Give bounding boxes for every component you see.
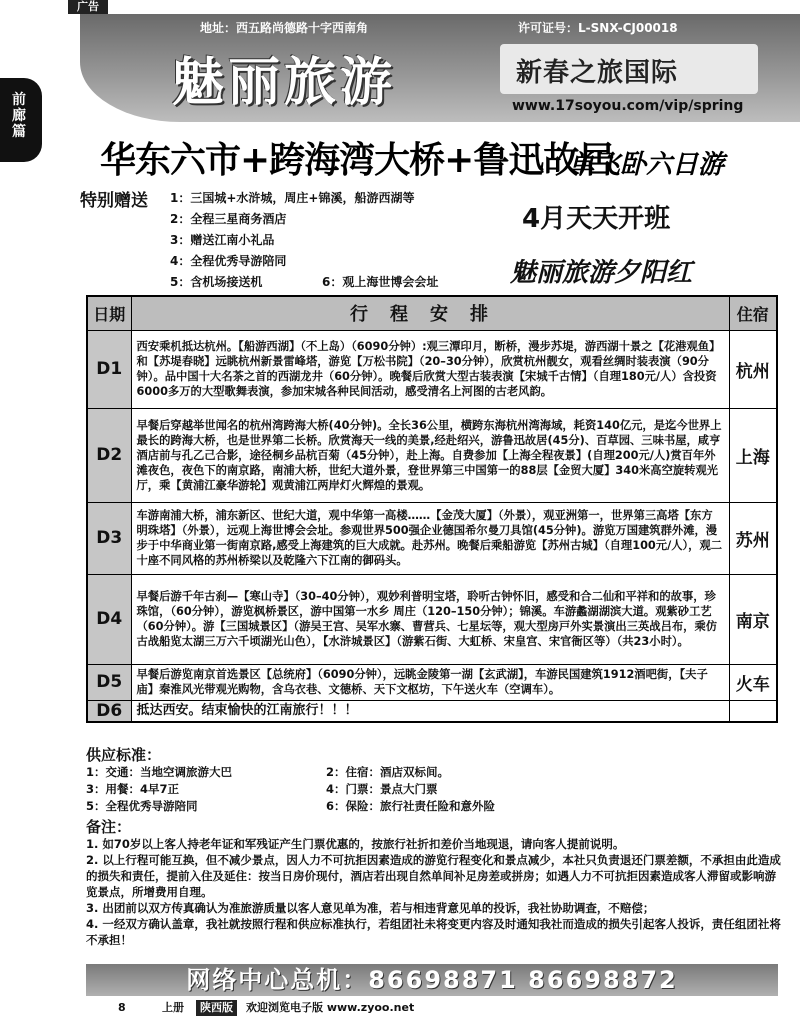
tour-title: 华东六市+跨海湾大桥+鲁迅故居 — [100, 139, 614, 181]
note-item: 3. 出团前以双方传真确认为准旅游质量以客人意见单为准，若与相违背意见单的投诉，我社协助调查，不赔偿； — [86, 901, 655, 915]
header-stay: 住宿 — [729, 296, 777, 330]
stay-city: 火车 — [729, 664, 777, 700]
header-banner — [80, 14, 800, 122]
section-tab-char: 廊 — [12, 108, 26, 124]
note-item: 4. 一经双方确认盖章，我社就按照行程和供应标准执行，若组团社未将变更内容及时通知我社而造成的损失引起客人投诉，责任组团社将不承担！ — [86, 917, 781, 947]
stay-city — [729, 700, 777, 722]
gift-item: 4：全程优秀导游陪同 — [170, 254, 287, 268]
license-number: 许可证号：L-SNX-CJ00018 — [518, 21, 678, 35]
stay-city: 南京 — [729, 574, 777, 664]
day-description: 车游南浦大桥，浦东新区、世纪大道，观中华第一高楼……【金茂大厦】（外景），观亚洲第一，世界第三高塔【东方明珠塔】（外景），远观上海世博会会址。参观世界500强企业德国希尔曼刀具馆(45分钟)。游览万国建筑群外滩，漫步于中华商业第一街南京路,感受上海建筑的巨大成就。赴苏州。晚餐后乘船游览【苏州古城】（自理100元/人），观二十座不同风格的苏州桥梁以及乾隆六下江南的御码头。 — [131, 502, 729, 574]
day-description: 抵达西安。结束愉快的江南旅行！！！ — [131, 700, 729, 722]
gift-item: 5：含机场接送机 — [170, 275, 263, 289]
notes-title: 备注： — [86, 818, 132, 836]
supply-item: 3：用餐：4早7正 — [86, 782, 180, 796]
gift-item: 6：观上海世博会会址 — [322, 275, 439, 289]
address: 地址：西五路尚德路十字西南角 — [200, 21, 369, 35]
day-label: D4 — [87, 574, 131, 664]
section-tab-char: 篇 — [12, 124, 26, 140]
day-description: 早餐后游览南京首选景区【总统府】（6090分钟），远眺金陵第一湖【玄武湖】，车游民国建筑1912酒吧街，【夫子庙】秦淮风光带观光购物，含乌衣巷、文德桥、天下文枢坊，下午送火车（空调车）。 — [131, 664, 729, 700]
daily-departure: 4月天天开班 — [522, 204, 671, 234]
supply-standard-title: 供应标准： — [86, 746, 162, 764]
volume-label: 上册 — [162, 1001, 184, 1014]
day-label: D6 — [87, 700, 131, 722]
gift-item: 1：三国城+水浒城，周庄+锦溪，船游西湖等 — [170, 191, 415, 205]
brand-title: 魅丽旅游 — [172, 52, 397, 113]
gift-item: 3：赠送江南小礼品 — [170, 233, 275, 247]
header-plan: 行程安排 — [131, 296, 729, 330]
welcome-link[interactable]: 欢迎浏览电子版 www.zyoo.net — [246, 1001, 415, 1014]
table-row — [87, 330, 777, 408]
gift-item: 2：全程三星商务酒店 — [170, 212, 287, 226]
day-label: D5 — [87, 664, 131, 700]
supply-item: 1：交通：当地空调旅游大巴 — [86, 765, 233, 779]
table-row — [87, 664, 777, 700]
tour-subtitle: 单飞卧六日游 — [568, 150, 725, 180]
region-tag: 陕西版 — [196, 1000, 237, 1016]
day-description: 西安乘机抵达杭州。【船游西湖】（不上岛）（6090分钟）:观三潭印月，断桥，漫步苏堤，游西湖十景之【花港观鱼】和【苏堤春晓】远眺杭州新景雷峰塔，游览【万松书院】（20–30分钟），欣赏杭州靓女，观看丝绸时装表演（90分钟）。品中国十大名茶之首的西湖龙井（60分钟）。晚餐后欣赏大型古装表演【宋城千古情】（自理180元/人）含投资6000多万的大型歌舞表演，参加宋城各种民间活动，感受清名上河图的古老风韵。 — [131, 330, 729, 408]
sunset-tour-brand: 魅丽旅游夕阳红 — [510, 258, 693, 288]
slogan: 新春之旅国际 — [516, 58, 679, 88]
supply-item: 2：住宿：酒店双标间。 — [326, 765, 450, 779]
stay-city: 苏州 — [729, 502, 777, 574]
gifts-label: 特别赠送 — [80, 191, 148, 211]
table-row — [87, 408, 777, 502]
section-tab — [0, 78, 42, 162]
section-tab-char: 前 — [12, 92, 26, 108]
table-row — [87, 700, 777, 722]
page-number: 8 — [118, 1001, 126, 1014]
day-label: D3 — [87, 502, 131, 574]
day-label: D1 — [87, 330, 131, 408]
itinerary-table — [86, 295, 778, 723]
supply-item: 6：保险：旅行社责任险和意外险 — [326, 799, 495, 813]
day-label: D2 — [87, 408, 131, 502]
stay-city: 杭州 — [729, 330, 777, 408]
website-link[interactable]: www.17soyou.com/vip/spring — [512, 98, 744, 114]
table-row — [87, 574, 777, 664]
ad-tag: 广告 — [68, 0, 108, 14]
note-item: 1. 如70岁以上客人持老年证和军残证产生门票优惠的，按旅行社折扣差价当地现退，请向客人提前说明。 — [86, 837, 625, 851]
day-description: 早餐后穿越举世闻名的杭州湾跨海大桥(40分钟)。全长36公里，横跨东海杭州湾海域，耗资140亿元，是迄今世界上最长的跨海大桥，也是世界第二长桥。欣赏海天一线的美景,经赴绍兴，游鲁迅故居(45分)、百草园、三味书屋，咸亨酒店前与孔乙己合影，途径桐乡品杭百菊（45分钟），赴上海。自费参加【上海全程夜景】(自理200元/人)赏百年外滩夜色，夜色下的南京路，南浦大桥，世纪大道外景，登世界第三中国第一的88层【金贸大厦】340米高空旋转观光厅，乘【黄浦江豪华游轮】观黄浦江两岸灯火辉煌的景观。 — [131, 408, 729, 502]
table-row — [87, 502, 777, 574]
supply-item: 5：全程优秀导游陪同 — [86, 799, 198, 813]
header-date: 日期 — [87, 296, 131, 330]
itinerary-header-row — [87, 296, 777, 330]
day-description: 早餐后游千年古刹—【寒山寺】（30–40分钟），观妙利普明宝塔，聆听古钟怀旧，感受和合二仙和平祥和的故事，珍珠馆，（60分钟），游览枫桥景区，游中国第一水乡 周庄（120–150分钟）；锦溪。车游蠡湖湖滨大道。观紫砂工艺（60分钟）。游【三国城景区】（游吴王宫、吴军水寨、曹营兵、七星坛等，观大型房戸外实景演出三英战吕布，乘仿古战船览太湖三万六千顷湖光山色），【水浒城景区】（游紫石街、大虹桥、宋皇宫、宋官衙区等）（共23小时）。 — [131, 574, 729, 664]
note-item: 2. 以上行程可能互换，但不减少景点，因人力不可抗拒因素造成的游览行程变化和景点减少，本社只负责退还门票差额，不承担由此造成的损失和责任，提前入住及延住：按当日房价现付，酒店若出现自然单间补足房差或拼房；如遇人力不可抗拒因素造成客人滞留或影响游览景点，所增费用自理。 — [86, 853, 781, 899]
stay-city: 上海 — [729, 408, 777, 502]
hotline-banner: 网络中心总机：86698871 86698872 — [86, 964, 778, 996]
supply-item: 4：门票：景点大门票 — [326, 782, 438, 796]
